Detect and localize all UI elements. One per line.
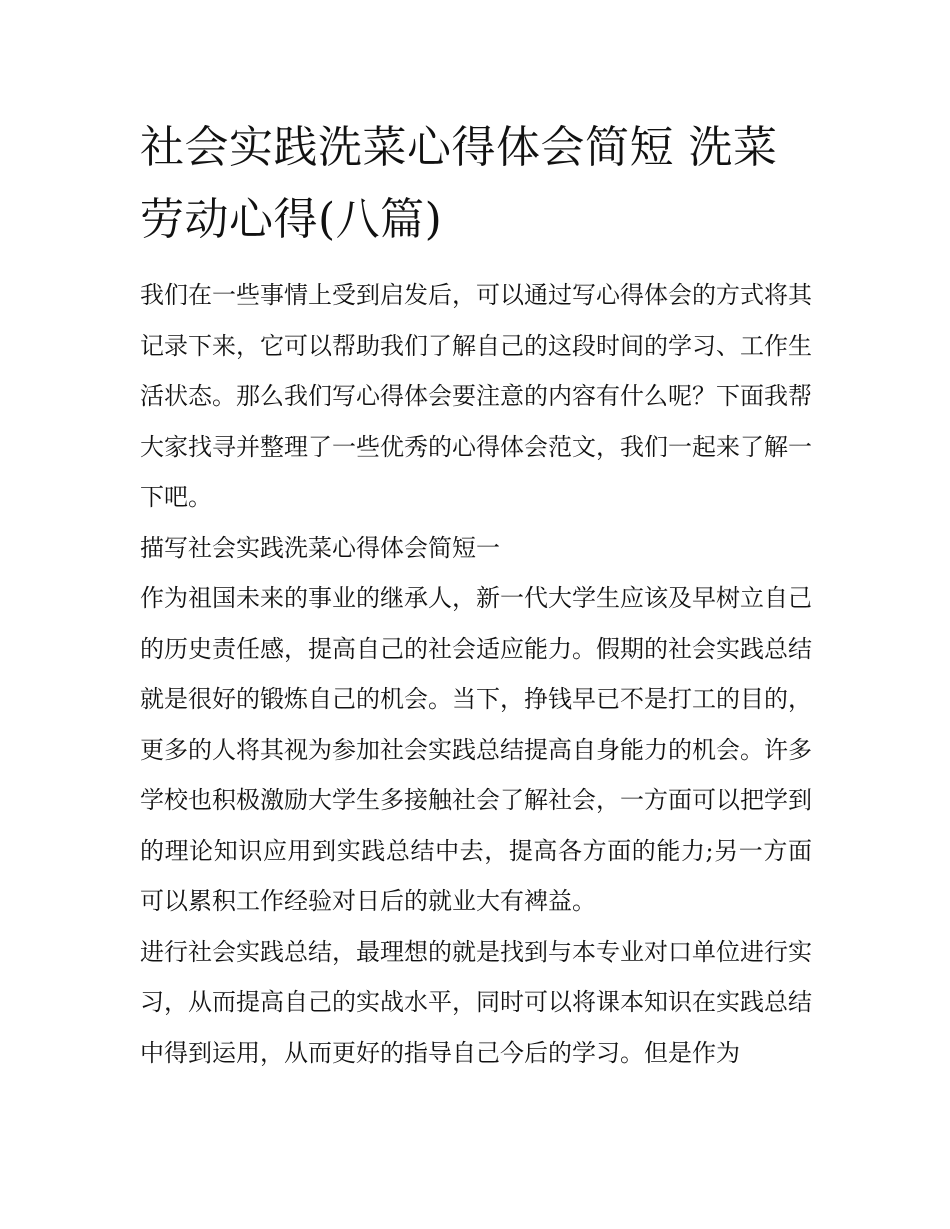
section-heading: 描写社会实践洗菜心得体会简短一	[140, 533, 500, 562]
intro-paragraph: 我们在一些事情上受到启发后，可以通过写心得体会的方式将其记录下来，它可以帮助我们了解自己的这段时间的学习、工作生活状态。那么我们写心得体会要注意的内容有什么呢？下面我帮大家找寻并整理了一些优秀的心得体会范文，我们一起来了解一下吧。	[140, 281, 812, 511]
body-paragraph-1: 作为祖国未来的事业的继承人，新一代大学生应该及早树立自己的历史责任感，提高自己的社会适应能力。假期的社会实践总结就是很好的锻炼自己的机会。当下，挣钱早已不是打工的目的，更多的人将其视为参加社会实践总结提高自身能力的机会。许多学校也积极激励大学生多接触社会了解社会，一方面可以把学到的理论知识应用到实践总结中去，提高各方面的能力;另一方面可以累积工作经验对日后的就业大有裨益。	[140, 584, 812, 915]
document-title: 社会实践洗菜心得体会简短 洗菜劳动心得(八篇)	[140, 122, 778, 245]
document-body	[140, 112, 812, 1078]
body-paragraph-2: 进行社会实践总结，最理想的就是找到与本专业对口单位进行实习，从而提高自己的实战水平，同时可以将课本知识在实践总结中得到运用，从而更好的指导自己今后的学习。但是作为	[140, 937, 812, 1067]
